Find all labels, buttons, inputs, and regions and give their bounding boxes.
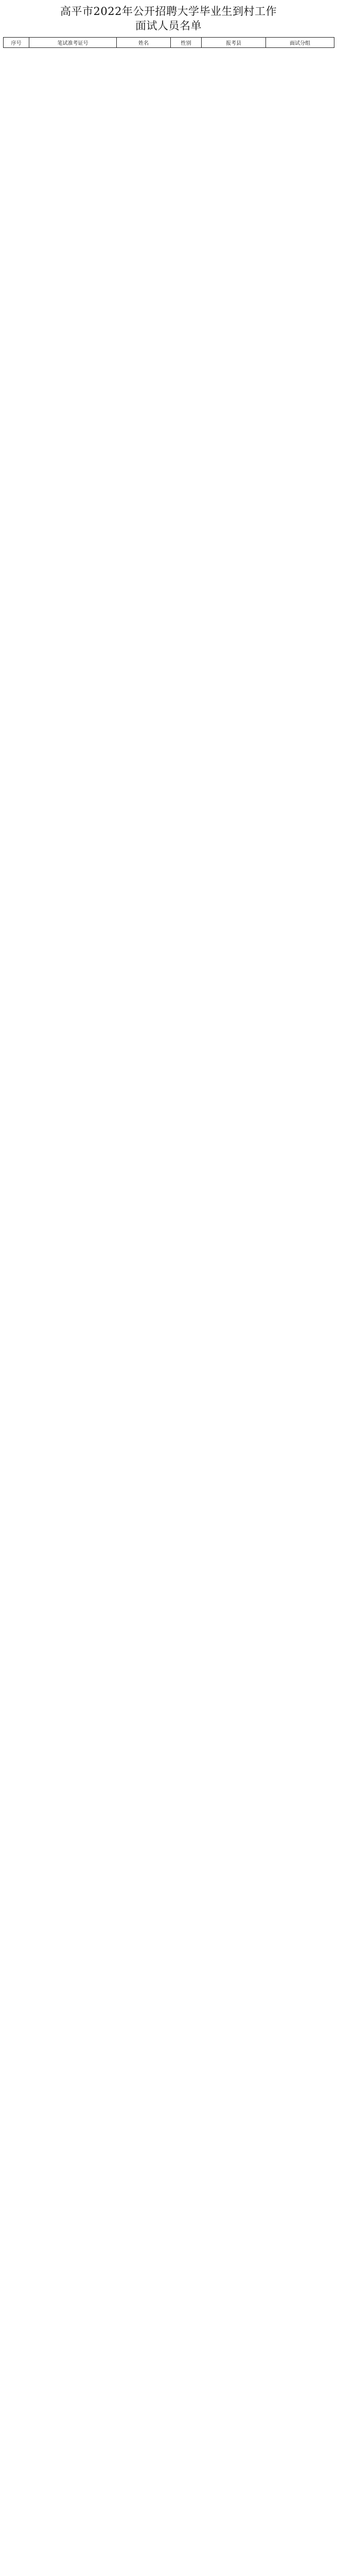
document-title: [3, 4, 334, 33]
title-line-2: 面试人员名单: [135, 20, 202, 32]
header-gender: 性别: [171, 38, 202, 48]
header-ticket: 笔试准考证号: [29, 38, 117, 48]
document-page: [0, 0, 337, 60]
header-name: 姓名: [117, 38, 171, 48]
candidate-table: [3, 37, 334, 48]
header-county: 报考县: [202, 38, 266, 48]
title-line-1: 高平市2022年公开招聘大学毕业生到村工作: [60, 5, 277, 18]
header-seq: 序号: [4, 38, 29, 48]
header-group: 面试分组: [266, 38, 334, 48]
table-header-row: [4, 38, 334, 48]
